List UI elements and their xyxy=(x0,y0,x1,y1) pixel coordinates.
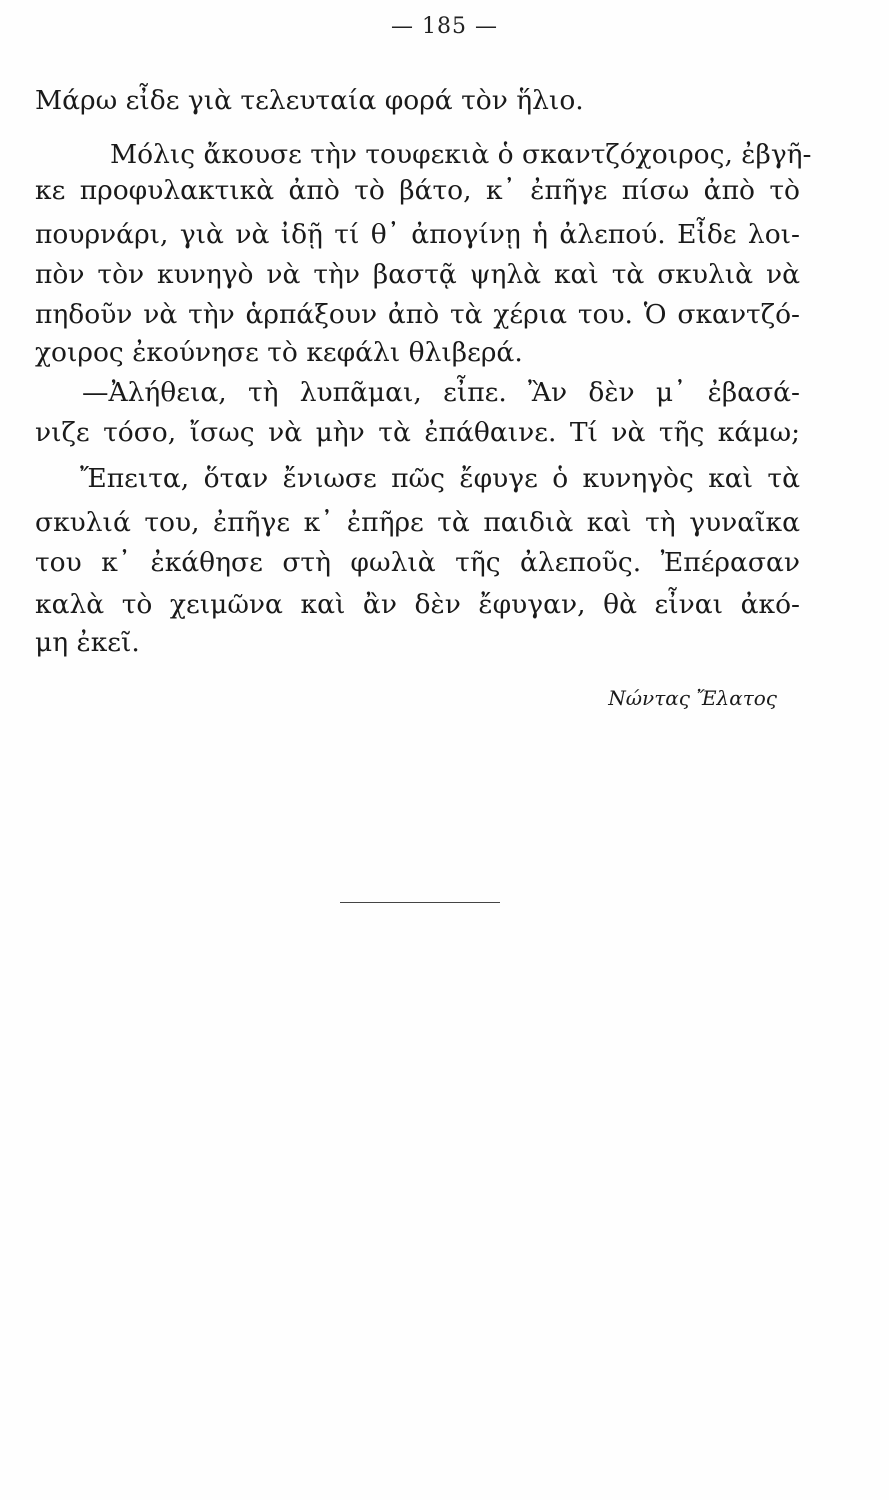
text-line-7: χοιρος ἐκούνησε τὸ κεφάλι θλιβερά. xyxy=(35,337,523,368)
text-line-11: σκυλιά του, ἐπῆγε κ᾿ ἐπῆρε τὰ παιδιὰ καὶ τὴ γυναῖκα xyxy=(35,507,800,538)
text-line-2: Μόλις ἄκουσε τὴν τουφεκιὰ ὁ σκαντζόχοιρος, ἐβγῆ- xyxy=(110,139,812,170)
text-line-4: πουρνάρι, γιὰ νὰ ἰδῇ τί θ᾿ ἀπογίνῃ ἡ ἀλεπού. Εἶδε λοι- xyxy=(35,219,800,250)
text-line-8: —Ἀλήθεια, τὴ λυπᾶμαι, εἶπε. Ἂν δὲν μ᾿ ἐβασά- xyxy=(82,377,800,408)
text-line-9: νιζε τόσο, ἴσως νὰ μὴν τὰ ἐπάθαινε. Τί νὰ τῆς κάμω; xyxy=(35,417,800,448)
text-line-13: καλὰ τὸ χειμῶνα καὶ ἂν δὲν ἔφυγαν, θὰ εἶναι ἀκό- xyxy=(35,589,800,620)
text-line-14: μη ἐκεῖ. xyxy=(35,627,140,658)
text-line-6: πηδοῦν νὰ τὴν ἁρπάξουν ἀπὸ τὰ χέρια του. Ὁ σκαντζό- xyxy=(35,299,800,330)
text-line-12: του κ᾿ ἐκάθησε στὴ φωλιὰ τῆς ἀλεποῦς. Ἐπέρασαν xyxy=(35,547,800,578)
text-line-10: Ἔπειτα, ὅταν ἔνιωσε πῶς ἔφυγε ὁ κυνηγὸς καὶ τὰ xyxy=(80,463,800,494)
author-signature: Νώντας Ἔλατος xyxy=(608,686,777,710)
section-divider xyxy=(340,902,500,903)
page-number: — 185 — xyxy=(391,14,498,39)
text-line-3: κε προφυλακτικὰ ἀπὸ τὸ βάτο, κ᾿ ἐπῆγε πίσω ἀπὸ τὸ xyxy=(35,175,800,206)
text-line-1: Μάρω εἶδε γιὰ τελευταία φορά τὸν ἥλιο. xyxy=(35,85,584,116)
text-line-5: πὸν τὸν κυνηγὸ νὰ τὴν βαστᾷ ψηλὰ καὶ τὰ σκυλιὰ νὰ xyxy=(35,259,800,290)
